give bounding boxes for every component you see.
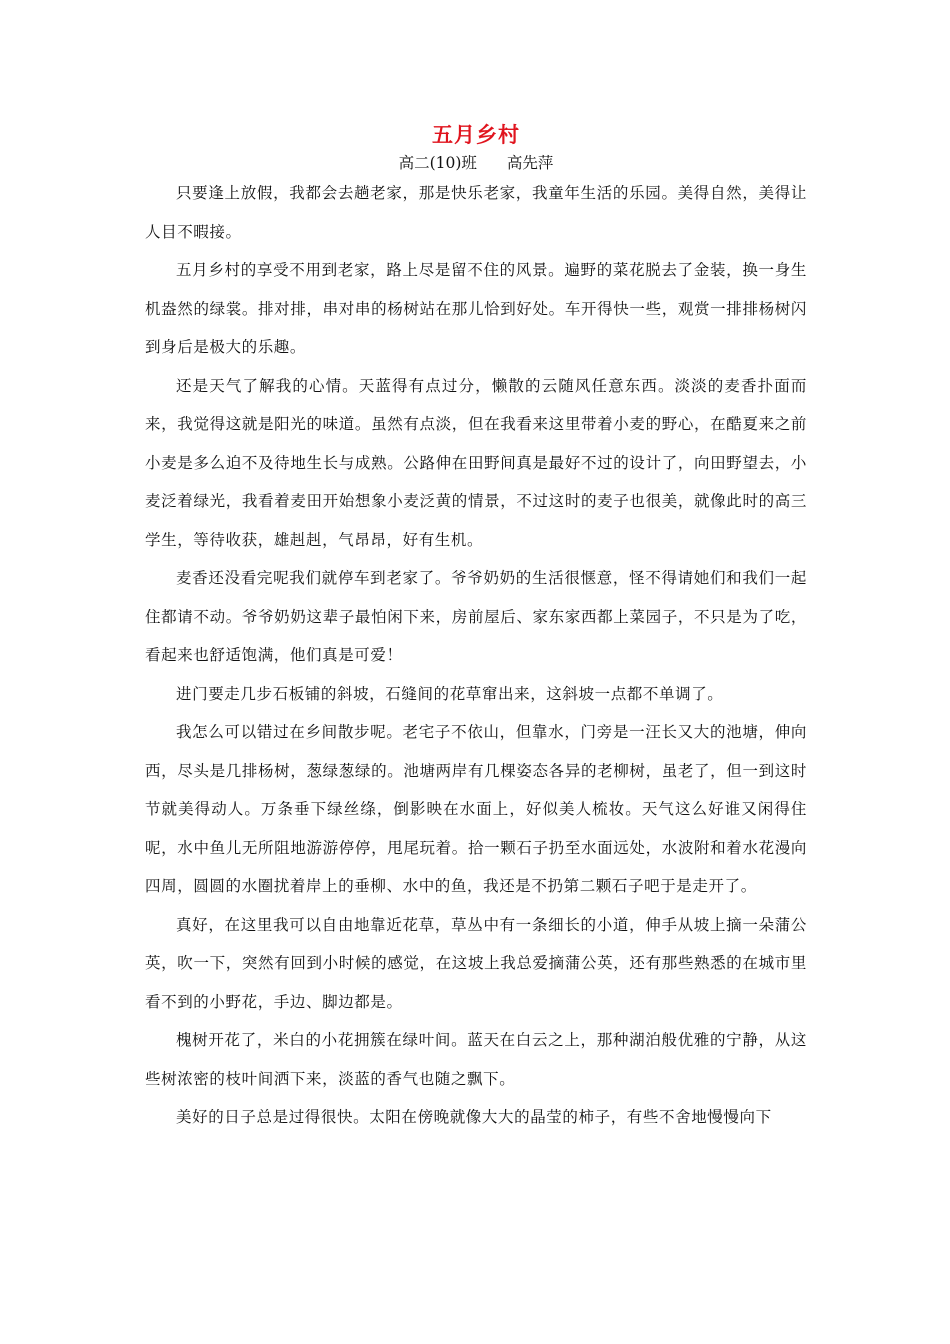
paragraph-4: 麦香还没看完呢我们就停车到老家了。爷爷奶奶的生活很惬意，怪不得请她们和我们一起住都请不动。爷爷奶奶这辈子最怕闲下来，房前屋后、家东家西都上菜园子，不只是为了吃，看起来也舒适饱满，他们真是可爱！ bbox=[145, 569, 807, 664]
paragraph-7: 真好，在这里我可以自由地靠近花草，草丛中有一条细长的小道，伸手从坡上摘一朵蒲公英，吹一下，突然有回到小时候的感觉，在这坡上我总爱摘蒲公英，还有那些熟悉的在城市里看不到的小野花，手边、脚边都是。 bbox=[145, 915, 807, 1011]
paragraph-3: 还是天气了解我的心情。天蓝得有点过分，懒散的云随风任意东西。淡淡的麦香扑面而来，我觉得这就是阳光的味道。虽然有点淡，但在我看来这里带着小麦的野心，在酷夏来之前小麦是多么迫不及待地生长与成熟。公路伸在田野间真是最好不过的设计了，向田野望去，小麦泛着绿光，我看着麦田开始想象小麦泛黄的情景，不过这时的麦子也很美，就像此时的高三学生，等待收获，雄赳赳，气昂昂，好有生机。 bbox=[145, 376, 807, 549]
paragraph-9: 美好的日子总是过得很快。太阳在傍晚就像大大的晶莹的柿子，有些不舍地慢慢向下 bbox=[176, 1108, 772, 1126]
paragraph-6: 我怎么可以错过在乡间散步呢。老宅子不依山，但靠水，门旁是一汪长又大的池塘，伸向西，尽头是几排杨树，葱绿葱绿的。池塘两岸有几棵姿态各异的老柳树，虽老了，但一到这时节就美得动人。万条垂下绿丝绦，倒影映在水面上，好似美人梳妆。天气这么好谁又闲得住呢，水中鱼儿无所阻地游游停停，甩尾玩着。拾一颗石子扔至水面远处，水波附和着水花漫向四周，圆圆的水圈扰着岸上的垂柳、水中的鱼，我还是不扔第二颗石子吧于是走开了。 bbox=[145, 723, 807, 895]
document-page bbox=[145, 118, 807, 1137]
author-name: 高先萍 bbox=[506, 154, 554, 172]
paragraph-8: 槐树开花了，米白的小花拥簇在绿叶间。蓝天在白云之上，那种湖泊般优雅的宁静，从这些树浓密的枝叶间洒下来，淡蓝的香气也随之飘下。 bbox=[145, 1031, 807, 1088]
paragraph-5: 进门要走几步石板铺的斜坡，石缝间的花草窜出来，这斜坡一点都不单调了。 bbox=[176, 684, 724, 703]
paragraph-2: 五月乡村的享受不用到老家，路上尽是留不住的风景。遍野的菜花脱去了金装，换一身生机盎然的绿裳。排对排，串对串的杨树站在那儿恰到好处。车开得快一些，观赏一排排杨树闪到身后是极大的乐趣。 bbox=[145, 261, 807, 356]
paragraph-1: 只要逢上放假，我都会去趟老家，那是快乐老家，我童年生活的乐园。美得自然，美得让人目不暇接。 bbox=[145, 184, 807, 241]
document-title: 五月乡村 bbox=[432, 123, 520, 147]
class-name: 高二(10)班 bbox=[398, 154, 477, 172]
byline bbox=[145, 152, 807, 174]
